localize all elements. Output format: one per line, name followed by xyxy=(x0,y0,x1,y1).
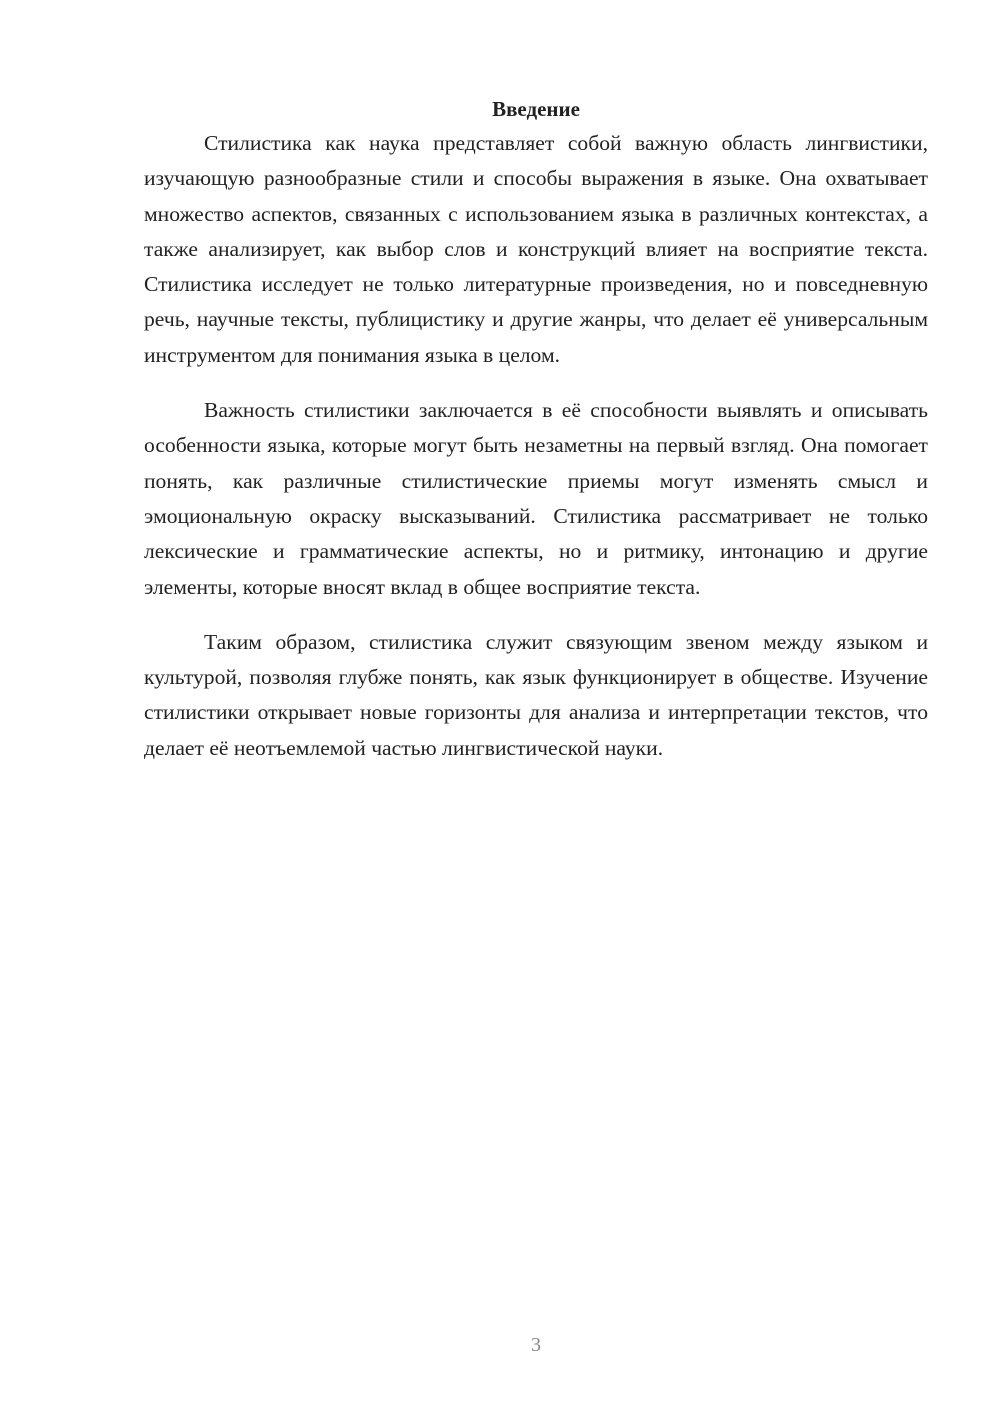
section-title: Введение xyxy=(492,97,580,121)
paragraph-3: Таким образом, стилистика служит связующим звеном между языком и культурой, позволяя глубже понять, как язык функционирует в обществе. Изучение стилистики открывает новые горизонты для анализа и интерпретации текстов, что делает её неотъемлемой частью лингвистической науки. xyxy=(144,629,928,760)
page-content xyxy=(144,92,928,786)
paragraph-1: Стилистика как наука представляет собой важную область лингвистики, изучающую разнообразные стили и способы выражения в языке. Она охватывает множество аспектов, связанных с использованием языка в различных контекстах, а также анализирует, как выбор слов и конструкций влияет на восприятие текста. Стилистика исследует не только литературные произведения, но и повседневную речь, научные тексты, публицистику и другие жанры, что делает её универсальным инструментом для понимания языка в целом. xyxy=(144,131,928,367)
paragraph-2: Важность стилистики заключается в её способности выявлять и описывать особенности языка, которые могут быть незаметны на первый взгляд. Она помогает понять, как различные стилистические приемы могут изменять смысл и эмоциональную окраску высказываний. Стилистика рассматривает не только лексические и грамматические аспекты, но и ритмику, интонацию и другие элементы, которые вносят вклад в общее восприятие текста. xyxy=(144,398,928,599)
page-number: 3 xyxy=(531,1334,541,1356)
